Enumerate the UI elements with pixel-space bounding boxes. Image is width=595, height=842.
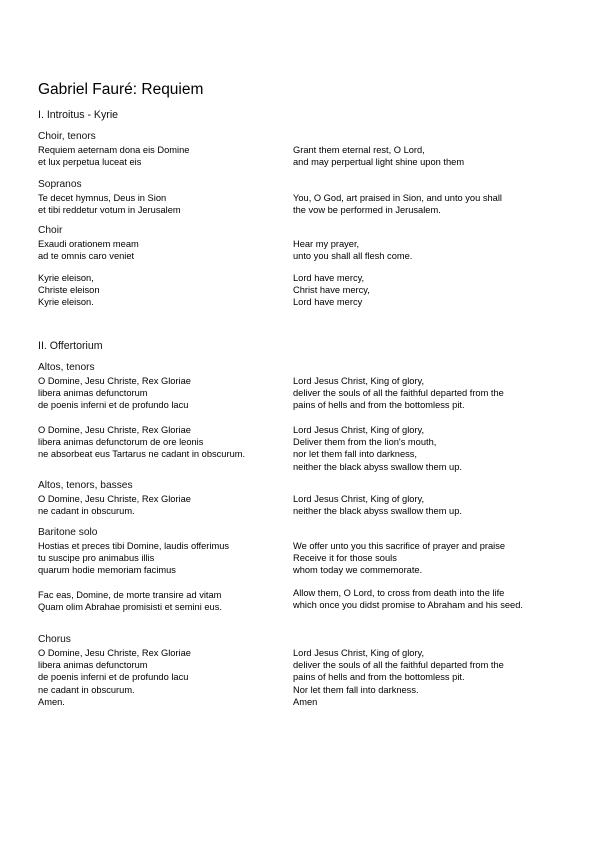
role-label: Altos, tenors xyxy=(38,362,95,373)
latin-line: Amen. xyxy=(38,696,65,707)
english-text-block xyxy=(293,192,578,216)
english-line: Amen xyxy=(293,696,318,707)
latin-line: libera animas defunctorum xyxy=(38,660,148,671)
part-heading-offertorium: II. Offertorium xyxy=(38,340,103,352)
latin-line: Quam olim Abrahae promisisti et semini eus. xyxy=(38,602,222,613)
latin-text-block xyxy=(38,540,286,577)
english-line: Lord Jesus Christ, King of glory, xyxy=(293,376,425,386)
latin-text-block xyxy=(38,238,286,262)
latin-line: O Domine, Jesu Christe, Rex Gloriae xyxy=(38,425,191,435)
english-text-block xyxy=(293,647,578,708)
english-line: Lord Jesus Christ, King of glory, xyxy=(293,494,425,504)
english-line: Lord have mercy xyxy=(293,297,363,308)
latin-line: tu suscipe pro animabus illis xyxy=(38,553,155,564)
latin-line: quarum hodie memoriam facimus xyxy=(38,565,176,576)
latin-line: Te decet hymnus, Deus in Sion xyxy=(38,193,167,203)
part-heading-introitus: I. Introitus - Kyrie xyxy=(38,109,119,121)
latin-line: O Domine, Jesu Christe, Rex Gloriae xyxy=(38,648,191,658)
role-label: Choir xyxy=(38,225,63,236)
latin-line: et tibi reddetur votum in Jerusalem xyxy=(38,205,181,216)
english-line: Hear my prayer, xyxy=(293,239,360,249)
english-line: deliver the souls of all the faithful departed from the xyxy=(293,660,504,671)
english-line: pains of hells and from the bottomless pit. xyxy=(293,672,465,683)
english-line: Lord Jesus Christ, King of glory, xyxy=(293,648,425,658)
role-label: Choir, tenors xyxy=(38,131,96,142)
role-label: Baritone solo xyxy=(38,527,98,538)
latin-text-block xyxy=(38,144,286,168)
latin-line: Requiem aeternam dona eis Domine xyxy=(38,145,190,155)
latin-line: Exaudi orationem meam xyxy=(38,239,139,249)
latin-text-block xyxy=(38,647,286,708)
latin-line: libera animas defunctorum de ore leonis xyxy=(38,437,204,448)
latin-text-block xyxy=(38,192,286,216)
latin-line: et lux perpetua luceat eis xyxy=(38,157,142,168)
english-text-block xyxy=(293,144,578,168)
latin-text-block xyxy=(38,424,286,461)
english-line: We offer unto you this sacrifice of prayer and praise xyxy=(293,541,506,551)
latin-line: ad te omnis caro veniet xyxy=(38,251,135,262)
latin-line: ne absorbeat eus Tartarus ne cadant in obscurum. xyxy=(38,449,246,460)
latin-line: libera animas defunctorum xyxy=(38,388,148,399)
english-line: Deliver them from the lion's mouth, xyxy=(293,437,437,448)
latin-line: O Domine, Jesu Christe, Rex Gloriae xyxy=(38,494,191,504)
english-line: nor let them fall into darkness, xyxy=(293,449,418,460)
latin-text-block xyxy=(38,493,286,517)
english-line: You, O God, art praised in Sion, and unto you shall xyxy=(293,193,502,203)
role-label: Altos, tenors, basses xyxy=(38,480,133,491)
english-line: deliver the souls of all the faithful departed from the xyxy=(293,388,504,399)
english-line: and may perpertual light shine upon them xyxy=(293,157,465,168)
latin-line: Hostias et preces tibi Domine, laudis offerimus xyxy=(38,541,230,551)
english-line: the vow be performed in Jerusalem. xyxy=(293,205,441,216)
role-label: Sopranos xyxy=(38,179,82,190)
english-line: Allow them, O Lord, to cross from death into the life xyxy=(293,588,505,598)
latin-line: de poenis inferni et de profundo lacu xyxy=(38,672,189,683)
page-title: Gabriel Fauré: Requiem xyxy=(38,81,204,98)
role-label: Chorus xyxy=(38,634,71,645)
english-line: whom today we commemorate. xyxy=(293,565,423,576)
english-line: Receive it for those souls xyxy=(293,553,397,564)
latin-text-block xyxy=(38,375,286,412)
english-text-block xyxy=(293,540,578,577)
latin-text-block xyxy=(38,272,286,309)
english-text-block xyxy=(293,587,578,611)
latin-text-block xyxy=(38,589,286,613)
english-line: Christ have mercy, xyxy=(293,285,370,296)
english-line: which once you didst promise to Abraham and his seed. xyxy=(293,600,523,611)
english-line: Lord have mercy, xyxy=(293,273,365,283)
english-text-block xyxy=(293,424,578,473)
latin-line: Christe eleison xyxy=(38,285,100,296)
latin-line: Kyrie eleison, xyxy=(38,273,94,283)
english-line: Nor let them fall into darkness. xyxy=(293,684,419,695)
latin-line: Kyrie eleison. xyxy=(38,297,94,308)
english-line: Grant them eternal rest, O Lord, xyxy=(293,145,425,155)
latin-line: ne cadant in obscurum. xyxy=(38,506,135,517)
latin-line: ne cadant in obscurum. xyxy=(38,684,135,695)
english-line: neither the black abyss swallow them up. xyxy=(293,506,462,517)
english-text-block xyxy=(293,493,578,517)
english-line: pains of hells and from the bottomless pit. xyxy=(293,400,465,411)
latin-line: de poenis inferni et de profundo lacu xyxy=(38,400,189,411)
latin-line: Fac eas, Domine, de morte transire ad vitam xyxy=(38,590,222,600)
english-text-block xyxy=(293,238,578,262)
english-text-block xyxy=(293,375,578,412)
english-line: unto you shall all flesh come. xyxy=(293,251,413,262)
english-line: neither the black abyss swallow them up. xyxy=(293,461,462,472)
english-line: Lord Jesus Christ, King of glory, xyxy=(293,425,425,435)
english-text-block xyxy=(293,272,578,309)
latin-line: O Domine, Jesu Christe, Rex Gloriae xyxy=(38,376,191,386)
